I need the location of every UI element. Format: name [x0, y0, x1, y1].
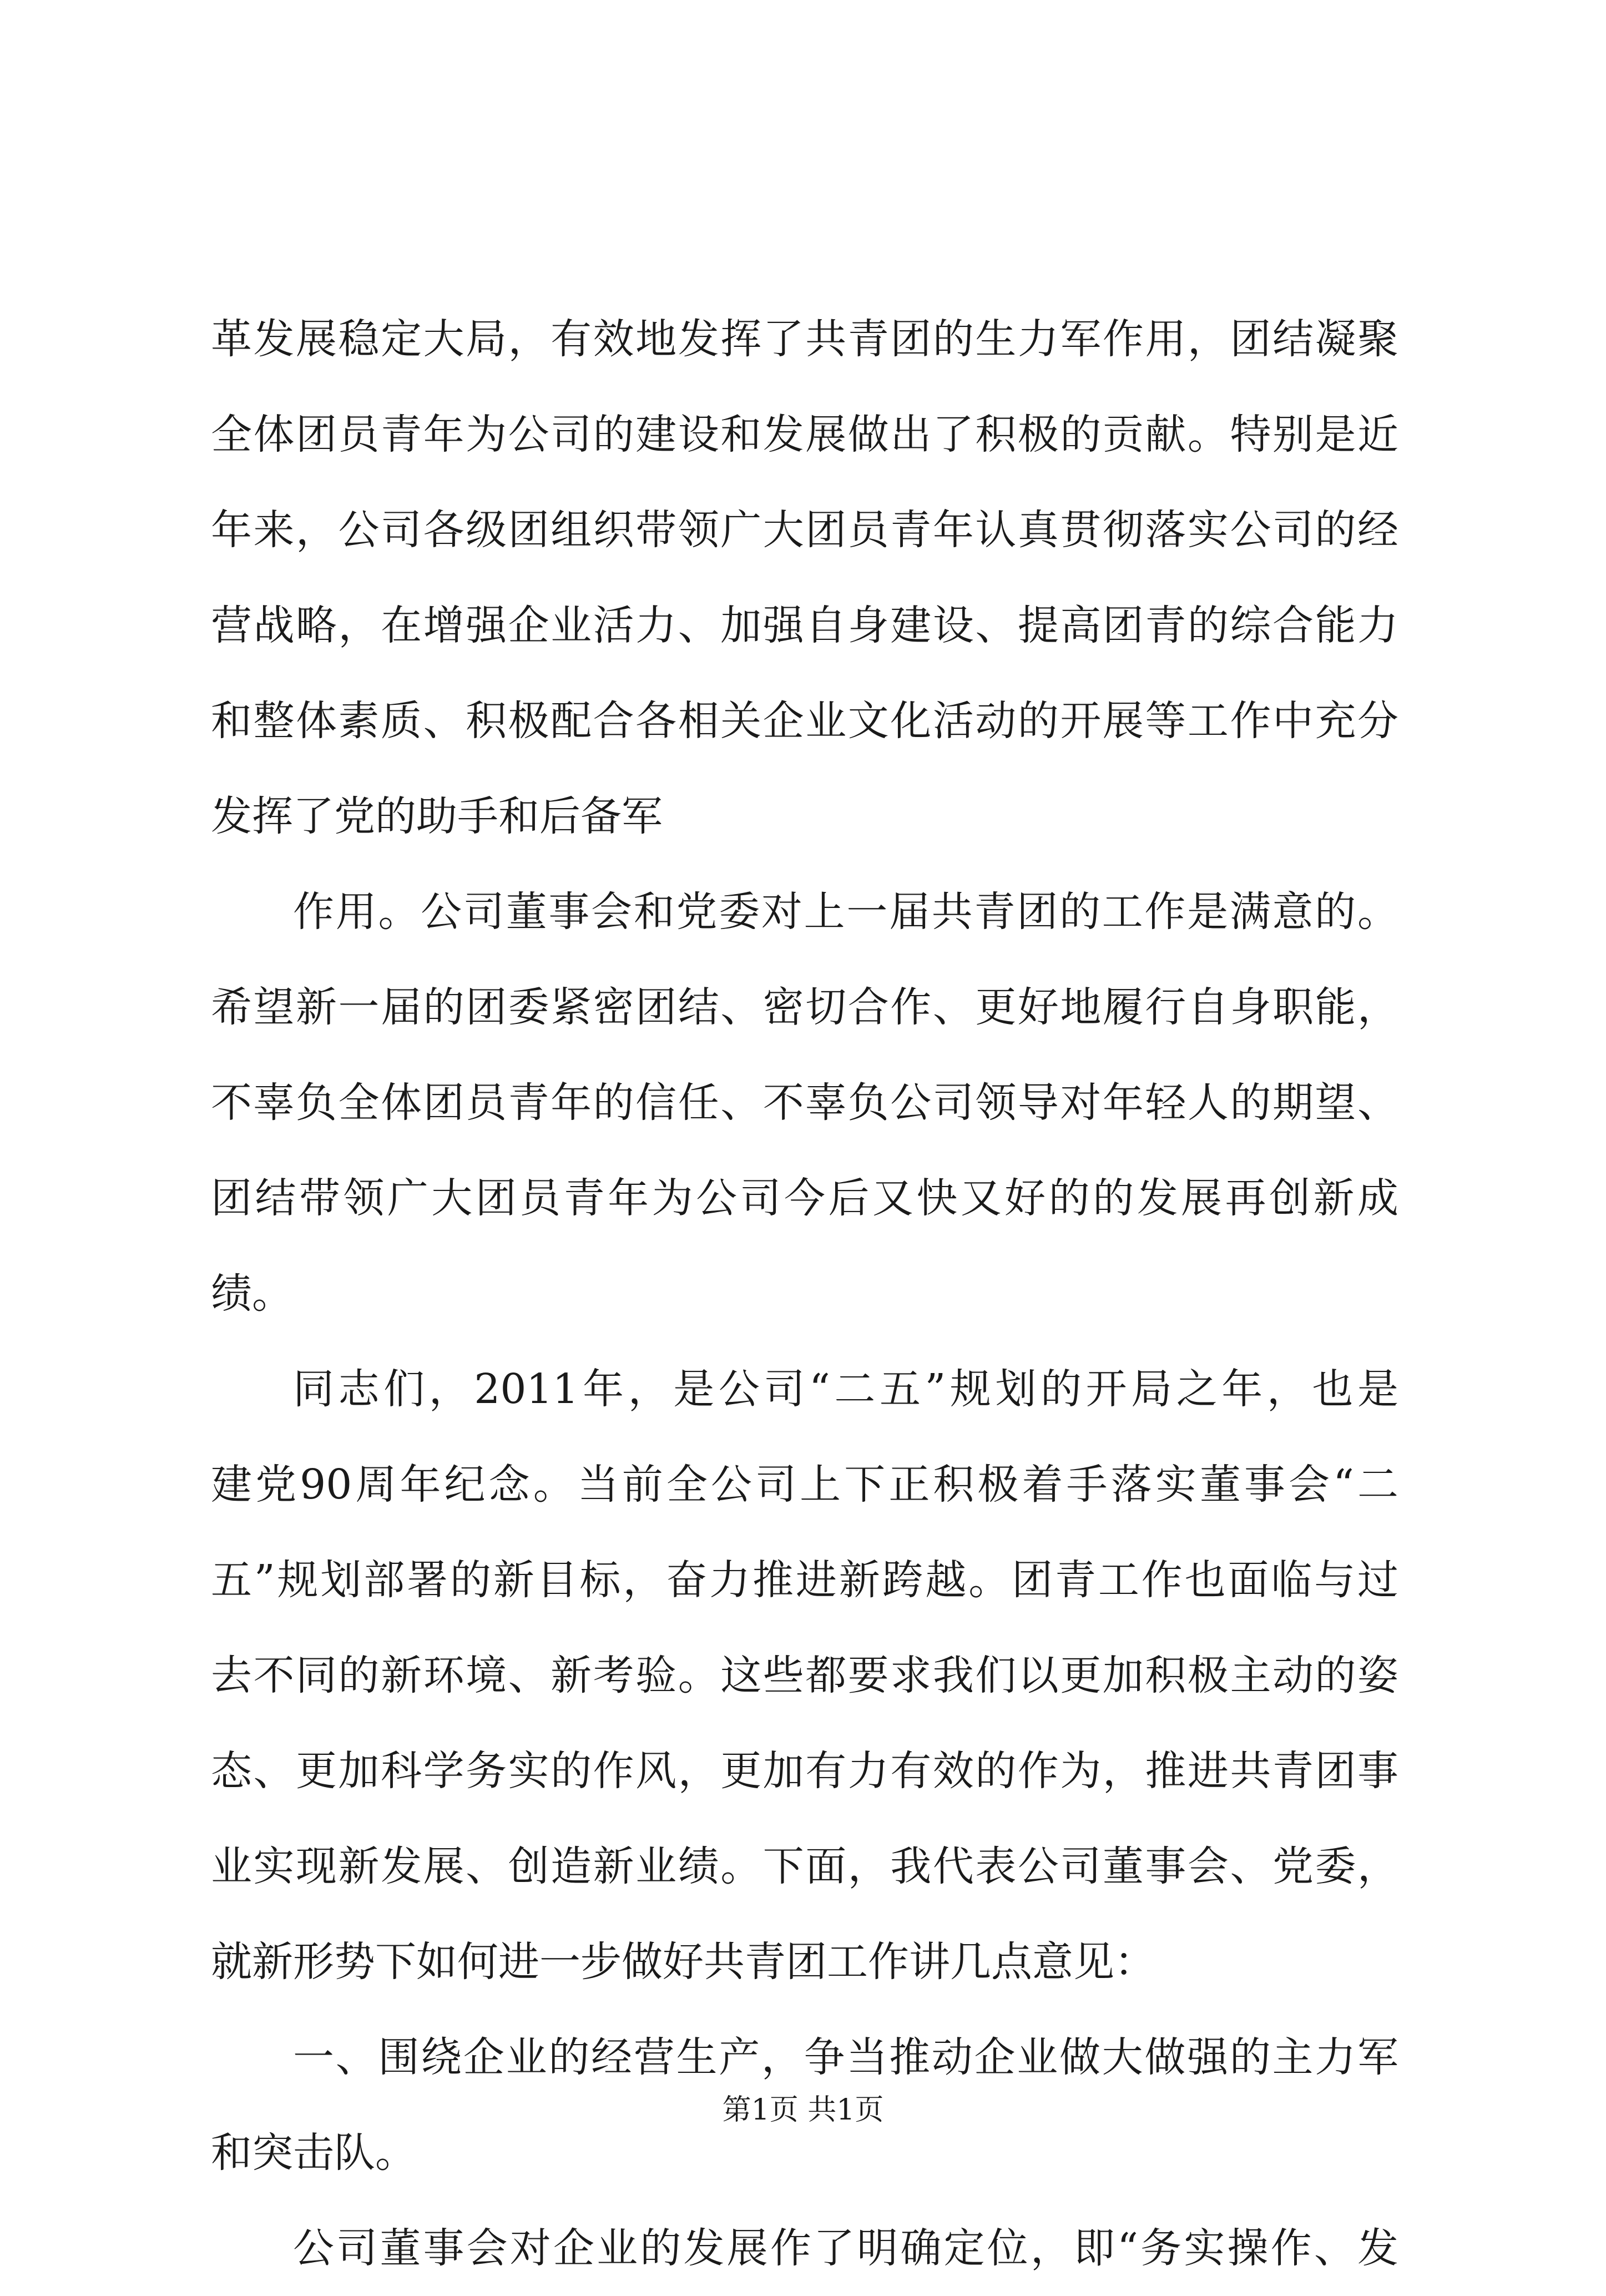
page-number-footer: 第1页 共1页 [722, 2093, 884, 2127]
text-line: 公司董事会对企业的发展作了明确定位，即“务实操作、发 [293, 2224, 1398, 2272]
text-line: 一、围绕企业的经营生产，争当推动企业做大做强的主力军 [293, 2033, 1398, 2081]
text-line: 希望新一届的团委紧密团结、密切合作、更好地履行自身职能， [211, 983, 1398, 1031]
text-line: 和整体素质、积极配合各相关企业文化活动的开展等工作中充分 [211, 697, 1398, 745]
text-line: 年来，公司各级团组织带领广大团员青年认真贯彻落实公司的经 [211, 506, 1398, 554]
text-line: 发挥了党的助手和后备军 [211, 793, 663, 840]
text-line: 全体团员青年为公司的建设和发展做出了积极的贡献。特别是近 [211, 411, 1398, 458]
text-line: 和突击队。 [211, 2129, 416, 2177]
text-line: 就新形势下如何进一步做好共青团工作讲几点意见： [211, 1938, 1155, 1986]
text-line: 绩。 [211, 1270, 293, 1318]
text-line: 五”规划部署的新目标，奋力推进新跨越。团青工作也面临与过 [211, 1556, 1398, 1604]
text-line: 团结带领广大团员青年为公司今后又快又好的的发展再创新成 [211, 1174, 1398, 1222]
text-line: 不辜负全体团员青年的信任、不辜负公司领导对年轻人的期望、 [211, 1079, 1398, 1127]
document-body [211, 291, 1398, 2296]
text-line: 建党90周年纪念。当前全公司上下正积极着手落实董事会“二 [211, 1461, 1398, 1508]
text-line: 营战略，在增强企业活力、加强自身建设、提高团青的综合能力 [211, 602, 1398, 649]
text-line: 作用。公司董事会和党委对上一届共青团的工作是满意的。 [293, 888, 1398, 936]
text-line: 业实现新发展、创造新业绩。下面，我代表公司董事会、党委， [211, 1843, 1398, 1890]
text-line: 态、更加科学务实的作风，更加有力有效的作为，推进共青团事 [211, 1747, 1398, 1795]
text-line: 同志们，2011年，是公司“二五”规划的开局之年，也是 [293, 1365, 1398, 1413]
text-line: 革发展稳定大局，有效地发挥了共青团的生力军作用，团结凝聚 [211, 315, 1398, 363]
text-line: 去不同的新环境、新考验。这些都要求我们以更加积极主动的姿 [211, 1652, 1398, 1699]
